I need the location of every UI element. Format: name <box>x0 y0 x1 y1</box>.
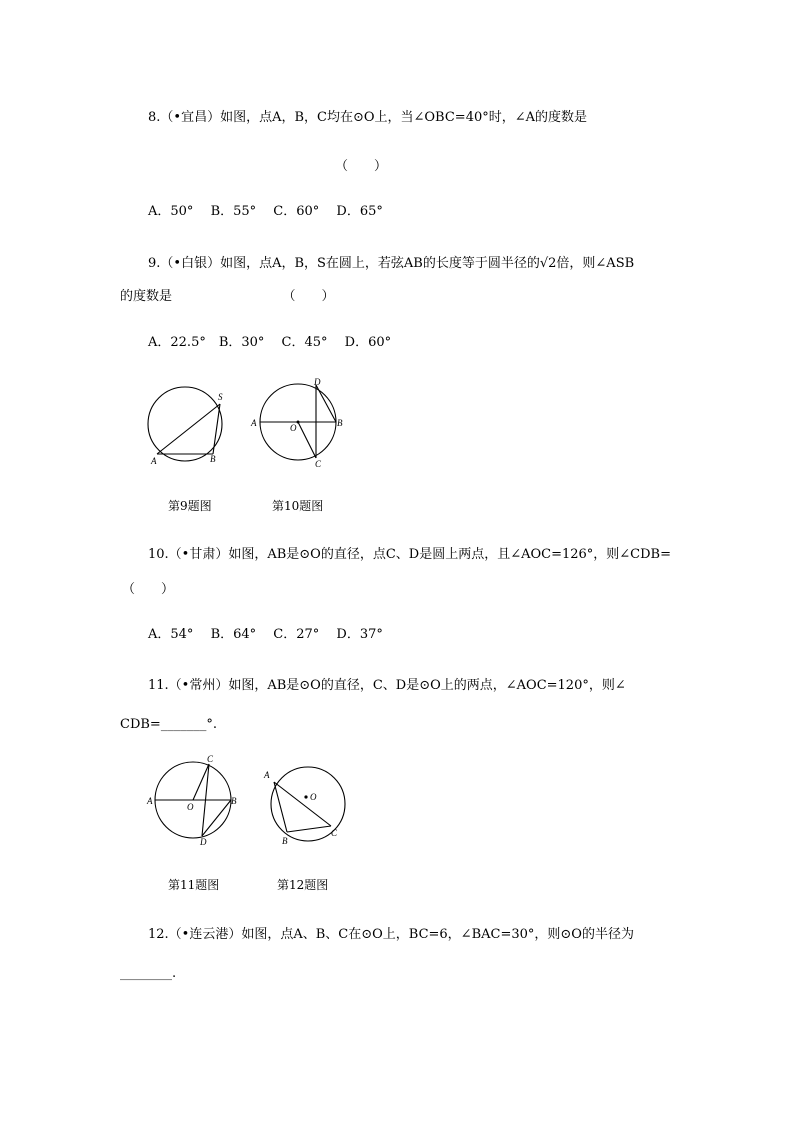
fig11-label-o: O <box>187 802 194 812</box>
q9-stem: 9.（•白银）如图，点A，B，S在圆上，若弦AB的长度等于圆半径的√2倍，则∠ASB <box>148 256 635 271</box>
q8-options: A．50° B．55° C．60° D．65° <box>148 204 383 219</box>
fig9-label-a: A <box>151 456 157 466</box>
fig11-label-d: D <box>200 837 207 847</box>
q9-options: A．22.5° B．30° C．45° D．60° <box>148 335 392 350</box>
q10-options: A．54° B．64° C．27° D．37° <box>148 627 383 642</box>
fig10-label-a: A <box>251 418 257 428</box>
q11-stem-cont: CDB=_______°. <box>120 717 217 732</box>
fig12-label-a: A <box>264 770 270 780</box>
fig11-label-a: A <box>147 796 153 806</box>
fig12-caption: 第12题图 <box>277 878 329 892</box>
fig12-chord-ac <box>274 782 331 826</box>
q12-stem-cont: ________. <box>120 966 177 981</box>
fig10-radius-oc <box>298 422 316 458</box>
figure-12 <box>258 760 354 850</box>
q10-stem: 10.（•甘肃）如图，AB是⊙O的直径，点C、D是圆上两点，且∠AOC=126°，则∠CDB= <box>148 547 672 562</box>
fig11-label-b: B <box>231 796 237 806</box>
figure-11 <box>143 752 243 848</box>
fig12-chord-bc <box>287 826 331 832</box>
q8-answer-blank: （ ） <box>335 159 388 174</box>
fig9-circle <box>148 387 222 461</box>
q10-stem-cont: （ ） <box>122 582 175 597</box>
fig10-center-dot <box>297 421 300 424</box>
fig12-center-dot <box>304 795 307 798</box>
fig10-chord-db <box>316 385 336 422</box>
fig9-chord-bs <box>213 404 220 454</box>
fig9-label-b: B <box>210 454 216 464</box>
fig10-caption: 第10题图 <box>272 499 324 513</box>
fig10-label-o: O <box>290 423 297 433</box>
fig12-label-c: C <box>331 828 338 838</box>
q8-stem: 8.（•宜昌）如图，点A，B，C均在⊙O上，当∠OBC=40°时，∠A的度数是 <box>148 110 588 125</box>
fig12-label-o: O <box>310 792 317 802</box>
fig11-caption: 第11题图 <box>168 878 220 892</box>
fig11-radius-oc <box>193 764 209 800</box>
q11-stem: 11.（•常州）如图，AB是⊙O的直径，C、D是⊙O上的两点，∠AOC=120°，则∠ <box>148 678 626 693</box>
fig9-caption: 第9题图 <box>168 499 212 513</box>
figure-9 <box>140 382 235 470</box>
fig11-label-c: C <box>207 754 214 764</box>
fig12-chord-ab <box>274 782 287 832</box>
q9-stem-cont: 的度数是 （ ） <box>120 289 335 304</box>
fig9-chord-as <box>157 404 220 454</box>
fig12-label-b: B <box>282 836 288 846</box>
fig10-label-c: C <box>315 459 322 469</box>
fig10-label-d: D <box>314 377 321 387</box>
fig9-label-s: S <box>218 392 223 402</box>
figure-10 <box>248 376 348 470</box>
fig10-label-b: B <box>337 418 343 428</box>
q12-stem: 12.（•连云港）如图，点A、B、C在⊙O上，BC=6，∠BAC=30°，则⊙O的半径为 <box>148 927 634 942</box>
